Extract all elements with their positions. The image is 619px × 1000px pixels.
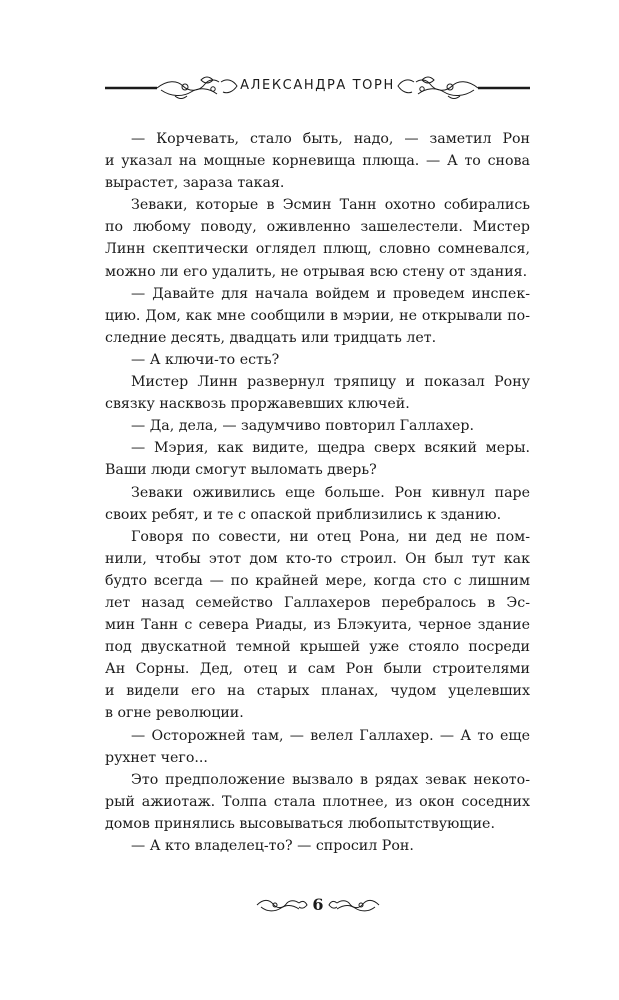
paragraph	[105, 194, 530, 282]
paragraph	[105, 128, 530, 194]
paragraph	[105, 769, 530, 835]
body-text	[105, 128, 530, 857]
text-line: и указал на мощные корневища плюща. — А то снова	[105, 153, 530, 170]
text-line: своих ребят, и те с опаской приблизились к зданию.	[105, 506, 502, 523]
text-line: Зеваки оживились еще больше. Рон кивнул паре	[131, 484, 530, 501]
paragraph	[105, 725, 530, 769]
text-line: Линн скептически оглядел плющ, словно сомневался,	[105, 241, 530, 258]
text-line: рый ажиотаж. Толпа стала плотнее, из окон соседних	[105, 793, 530, 810]
paragraph	[105, 526, 530, 725]
page-footer	[255, 893, 381, 917]
text-line: Ан Сорны. Дед, отец и сам Рон были строителями	[105, 661, 530, 678]
text-line: Зеваки, которые в Эсмин Танн охотно собирались	[131, 197, 530, 214]
text-line: будто всегда — по крайней мере, когда сто с лишним	[105, 572, 530, 589]
text-line: — Да, дела, — задумчиво повторил Галлахер.	[131, 418, 474, 435]
text-line: Это предположение вызвало в рядах зевак некото-	[131, 771, 530, 788]
text-line: — Давайте для начала войдем и проведем инспек-	[131, 285, 530, 302]
text-line: домов принялись высовываться любопытствующие.	[105, 815, 495, 832]
text-line: Ваши люди смогут выломать дверь?	[105, 462, 377, 479]
paragraph	[105, 283, 530, 349]
page-number: 6	[312, 895, 324, 914]
text-line: Мистер Линн развернул тряпицу и показал Рону	[131, 374, 530, 391]
text-line: по любому поводу, оживленно зашелестели. Мистер	[105, 219, 530, 236]
text-line: под двускатной темной крышей уже стояло посреди	[105, 639, 530, 656]
text-line: Говоря по совести, ни отец Рона, ни дед не пом-	[131, 528, 530, 545]
text-line: — Осторожней там, — велел Галлахер. — А то еще	[131, 727, 530, 744]
text-line: — Корчевать, стало быть, надо, — заметил Рон	[131, 131, 530, 147]
text-line: связку насквозь проржавевших ключей.	[105, 396, 410, 413]
paragraph	[105, 349, 530, 371]
text-line: нили, чтобы этот дом кто-то строил. Он был тут как	[105, 550, 530, 567]
paragraph	[105, 835, 530, 857]
text-line: мин Танн с севера Риады, из Блэкуита, черное здание	[105, 617, 530, 634]
text-line: цию. Дом, как мне сообщили в мэрии, не открывали по-	[105, 307, 530, 324]
paragraph	[105, 482, 530, 526]
text-line: в огне революции.	[105, 705, 244, 722]
running-header-author: АЛЕКСАНДРА ТОРН	[240, 78, 395, 93]
text-line: рухнет чего...	[105, 749, 208, 766]
paragraph	[105, 415, 530, 437]
text-line: вырастет, зараза такая.	[105, 175, 285, 192]
text-line: и видели его на старых планах, чудом уцелевших	[105, 683, 530, 700]
text-line: — Мэрия, как видите, щедра сверх всякий меры.	[131, 440, 530, 457]
text-line: — А кто владелец-то? — спросил Рон.	[131, 838, 414, 854]
text-line: можно ли его удалить, не отрывая всю стену от здания.	[105, 263, 528, 280]
text-line: следние десять, двадцать или тридцать лет.	[105, 329, 437, 346]
text-line: лет назад семейство Галлахеров перебралось в Эс-	[105, 594, 530, 611]
paragraph	[105, 437, 530, 481]
paragraph	[105, 371, 530, 415]
text-line: — А ключи-то есть?	[131, 351, 280, 368]
running-header	[105, 70, 530, 106]
